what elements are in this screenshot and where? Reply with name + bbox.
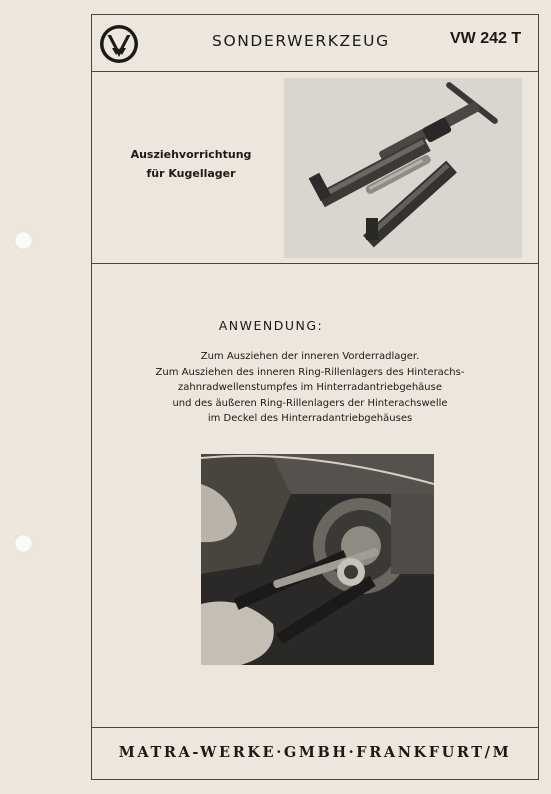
tool-name-line-2: für Kugellager — [146, 167, 236, 180]
usage-line-2: Zum Ausziehen des inneren Ring-Rillenlagers des Hinterachs- — [155, 366, 465, 378]
manufacturer-name: MATRA-WERKE·GMBH·FRANKFURT/M — [118, 744, 512, 761]
tool-section-divider — [91, 263, 539, 264]
usage-line-4: und des äußeren Ring-Rillenlagers der Hinterachswelle — [172, 397, 448, 409]
punch-hole-bottom — [14, 534, 33, 553]
puller-in-use-photo — [201, 454, 434, 665]
usage-line-3: zahnradwellenstumpfes im Hinterradantriebgehäuse — [177, 382, 442, 393]
usage-line-1: Zum Ausziehen der inneren Vorderradlager. — [200, 351, 420, 362]
footer-divider — [91, 727, 539, 728]
tool-name-line-1: Ausziehvorrichtung — [130, 148, 252, 161]
header-divider — [91, 71, 539, 72]
punch-hole-top — [14, 231, 33, 250]
vw-logo-icon — [99, 24, 139, 64]
document-title: SONDERWERKZEUG — [212, 32, 390, 50]
tool-name — [120, 145, 262, 183]
usage-text — [110, 349, 510, 427]
bearing-puller-photo — [284, 78, 522, 258]
usage-line-5: im Deckel des Hinterradantriebgehäuses — [207, 413, 413, 424]
tool-model-number: VW 242 T — [450, 30, 522, 47]
usage-heading: ANWENDUNG: — [218, 318, 324, 333]
